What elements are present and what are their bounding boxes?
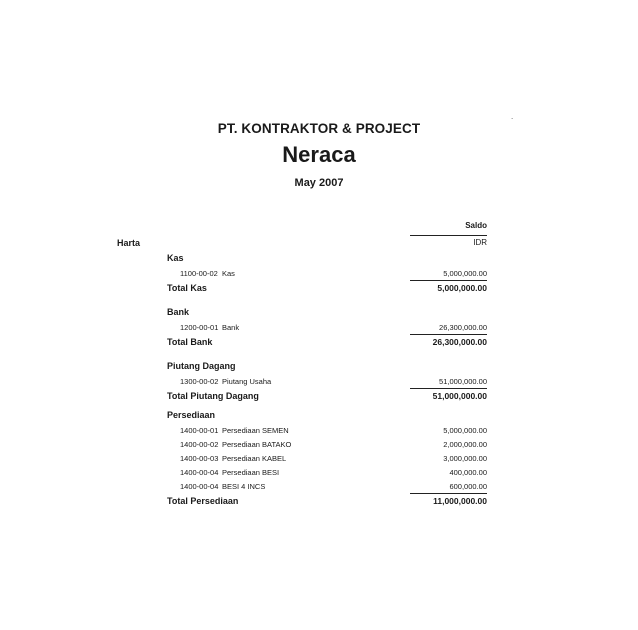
account-code: 1200-00-01	[180, 323, 219, 332]
subtotal-divider	[410, 280, 487, 281]
account-amount: 2,000,000.00	[443, 440, 487, 449]
subtotal-divider	[410, 493, 487, 494]
account-line	[180, 426, 289, 435]
account-amount: 26,300,000.00	[439, 323, 487, 332]
group-title-kas: Kas	[167, 253, 184, 263]
account-name: Bank	[222, 323, 240, 332]
account-line	[180, 269, 235, 278]
account-line	[180, 377, 271, 386]
account-code: 1100-00-02	[180, 269, 218, 278]
account-code: 1400-00-01	[180, 426, 219, 435]
account-amount: 5,000,000.00	[443, 426, 487, 435]
report-title: Neraca	[282, 142, 356, 167]
subtotal-divider	[410, 334, 487, 335]
account-amount: 51,000,000.00	[439, 377, 487, 386]
total-label-piutang-dagang: Total Piutang Dagang	[167, 391, 259, 401]
subtotal-divider	[410, 388, 487, 389]
account-name: Kas	[222, 269, 235, 278]
group-title-bank: Bank	[167, 307, 190, 317]
account-name: Persediaan SEMEN	[222, 426, 289, 435]
account-code: 1400-00-04	[180, 468, 219, 477]
section-title-harta: Harta	[117, 238, 141, 248]
account-amount: 3,000,000.00	[443, 454, 487, 463]
total-amount-kas: 5,000,000.00	[437, 283, 487, 293]
account-amount: 5,000,000.00	[443, 269, 487, 278]
total-label-persediaan: Total Persediaan	[167, 496, 239, 506]
total-amount-piutang-dagang: 51,000,000.00	[432, 391, 487, 401]
account-name: Persediaan BESI	[222, 468, 280, 477]
report-period: May 2007	[294, 177, 344, 189]
account-amount: 600,000.00	[449, 482, 487, 491]
total-label-kas: Total Kas	[167, 283, 207, 293]
column-header-currency: IDR	[473, 238, 487, 247]
total-amount-bank: 26,300,000.00	[432, 337, 487, 347]
total-label-bank: Total Bank	[167, 337, 213, 347]
account-code: 1400-00-03	[180, 454, 219, 463]
account-amount: 400,000.00	[449, 468, 487, 477]
account-code: 1400-00-02	[180, 440, 219, 449]
total-amount-persediaan: 11,000,000.00	[433, 496, 487, 506]
account-line	[180, 440, 291, 449]
corner-mark: .	[511, 112, 514, 121]
column-header-saldo: Saldo	[465, 221, 487, 230]
column-header-divider	[410, 235, 487, 236]
account-code: 1300-00-02	[180, 377, 219, 386]
account-name: Persediaan BATAKO	[222, 440, 292, 449]
account-name: Piutang Usaha	[222, 377, 272, 386]
group-title-piutang-dagang: Piutang Dagang	[167, 361, 236, 371]
account-name: Persediaan KABEL	[222, 454, 287, 463]
account-line	[180, 482, 265, 491]
group-title-persediaan: Persediaan	[167, 410, 216, 420]
account-line	[180, 454, 286, 463]
account-line	[180, 323, 239, 332]
account-line	[180, 468, 279, 477]
account-name: BESI 4 INCS	[222, 482, 266, 491]
company-name: PT. KONTRAKTOR & PROJECT	[217, 121, 421, 136]
account-code: 1400-00-04	[180, 482, 219, 491]
